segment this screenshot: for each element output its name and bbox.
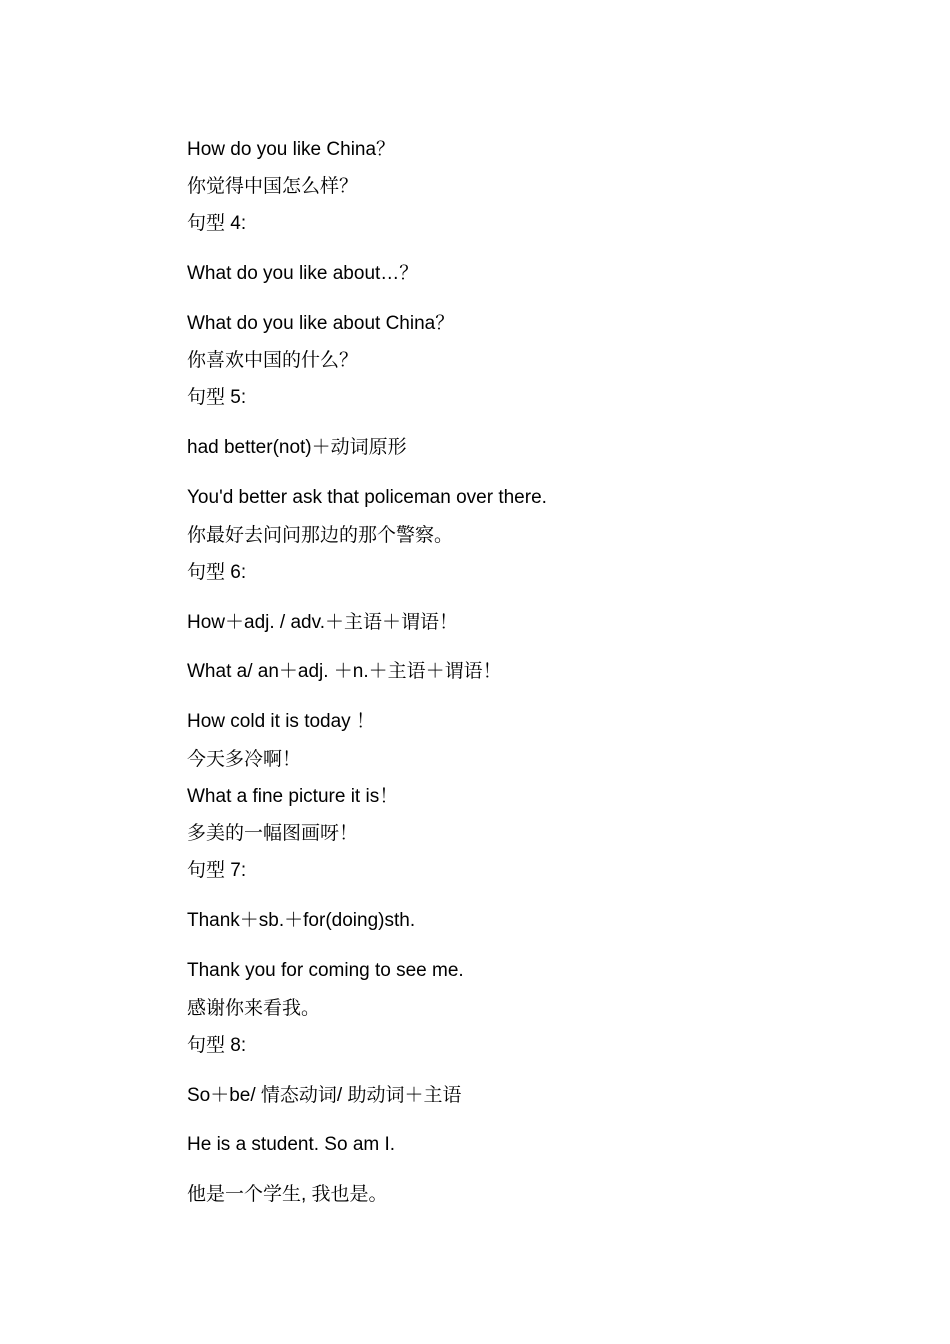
text-line: 你喜欢中国的什么？: [187, 350, 359, 371]
section-heading: 句型 6:: [187, 562, 247, 583]
section-heading: 句型 5:: [187, 387, 247, 408]
section-heading: 句型 4:: [187, 213, 247, 234]
text-line: He is a student. So am I.: [187, 1134, 396, 1155]
section-heading: 句型 8:: [187, 1035, 247, 1056]
text-line: 他是一个学生, 我也是。: [187, 1184, 388, 1205]
text-line: How＋adj. / adv.＋主语＋谓语！: [187, 612, 458, 633]
text-line: What a/ an＋adj. ＋n.＋主语＋谓语！: [187, 661, 502, 682]
text-line: What a fine picture it is！: [187, 786, 399, 807]
text-line: What do you like about China？: [187, 313, 455, 334]
text-line: 多美的一幅图画呀！: [187, 823, 359, 844]
text-line: had better(not)＋动词原形: [187, 437, 407, 458]
text-line: How cold it is today ！: [187, 711, 375, 732]
text-line: What do you like about…？: [187, 263, 419, 284]
text-line: Thank＋sb.＋for(doing)sth.: [187, 910, 416, 931]
text-line: You'd better ask that policeman over there.: [187, 487, 547, 508]
text-line: 你觉得中国怎么样？: [187, 176, 359, 197]
section-heading: 句型 7:: [187, 860, 247, 881]
text-line: How do you like China？: [187, 139, 396, 160]
text-line: 今天多冷啊！: [187, 749, 302, 770]
text-line: 你最好去问问那边的那个警察。: [187, 525, 454, 546]
text-line: 感谢你来看我。: [187, 998, 321, 1019]
text-line: Thank you for coming to see me.: [187, 960, 464, 981]
text-line: So＋be/ 情态动词/ 助动词＋主语: [187, 1085, 462, 1106]
